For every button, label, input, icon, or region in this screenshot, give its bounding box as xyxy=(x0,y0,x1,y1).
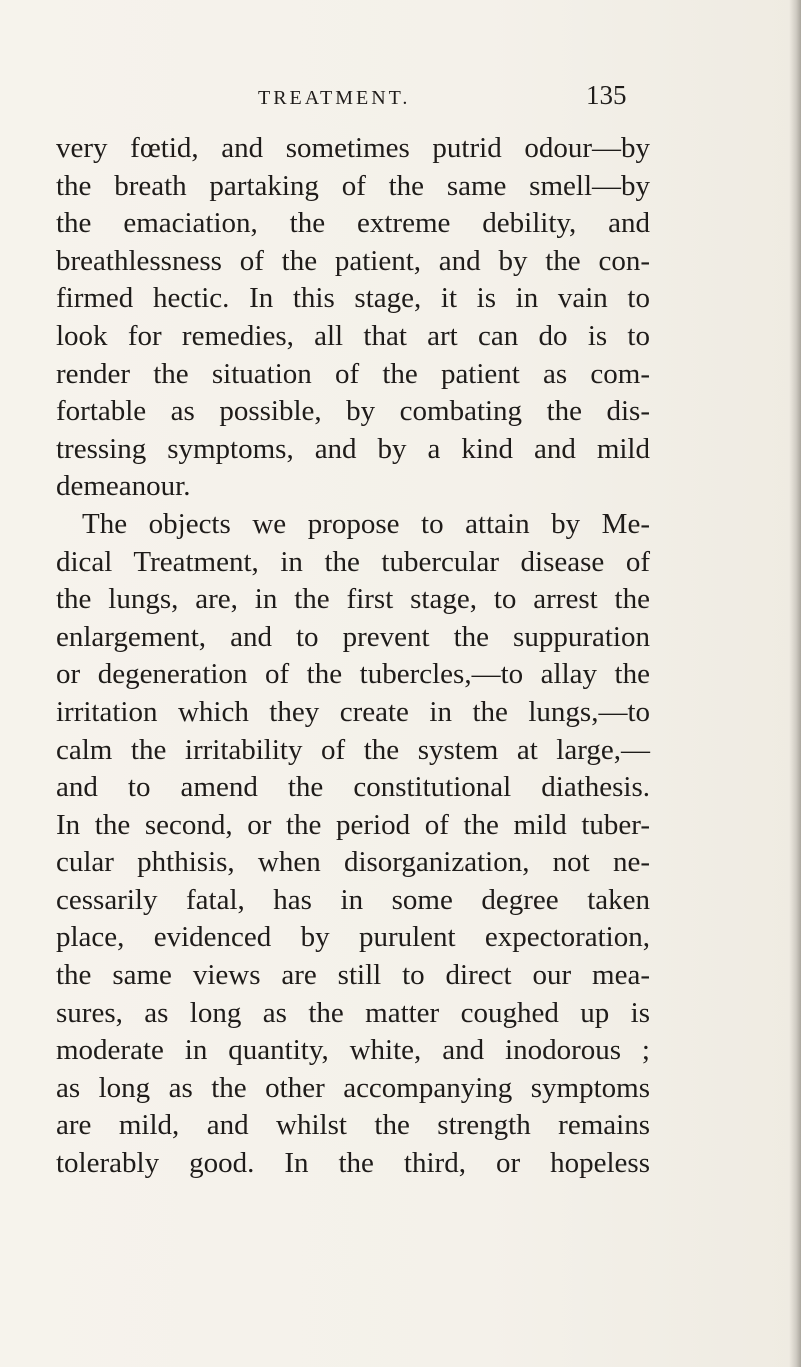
text-line: cular phthisis, when disorganization, not ne- xyxy=(56,846,650,879)
text-line: very fœtid, and sometimes putrid odour—by xyxy=(56,132,650,164)
text-line: the lungs, are, in the first stage, to arrest the xyxy=(56,583,650,616)
text-line: tressing symptoms, and by a kind and mild xyxy=(56,432,650,465)
text-line: are mild, and whilst the strength remains xyxy=(56,1109,650,1142)
text-line: the breath partaking of the same smell—by xyxy=(56,169,650,202)
text-line: place, evidenced by purulent expectoration, xyxy=(56,921,650,954)
text-line: tolerably good. In the third, or hopeless xyxy=(56,1147,650,1180)
body-text xyxy=(56,130,650,1183)
text-line: The objects we propose to attain by Me- xyxy=(82,507,650,540)
running-head xyxy=(0,80,801,116)
text-line: dical Treatment, in the tubercular disease of xyxy=(56,545,650,578)
text-line: as long as the other accompanying symptoms xyxy=(56,1071,650,1104)
text-line: firmed hectic. In this stage, it is in vain to xyxy=(56,282,650,315)
page-number: 135 xyxy=(586,80,627,110)
running-head-title: TREATMENT. xyxy=(258,87,411,109)
text-line: and to amend the constitutional diathesis. xyxy=(56,771,650,804)
text-line: In the second, or the period of the mild tuber- xyxy=(56,808,650,841)
text-line: fortable as possible, by combating the dis- xyxy=(56,395,650,428)
text-line: cessarily fatal, has in some degree taken xyxy=(56,883,650,916)
text-line: moderate in quantity, white, and inodorous ; xyxy=(56,1034,650,1067)
text-line: sures, as long as the matter coughed up is xyxy=(56,996,650,1029)
text-line: the emaciation, the extreme debility, and xyxy=(56,207,650,240)
page-edge-shadow xyxy=(789,0,801,1367)
text-line: irritation which they create in the lungs,—to xyxy=(56,695,650,728)
text-line-paragraph-end: demeanour. xyxy=(56,470,191,503)
text-line: look for remedies, all that art can do is to xyxy=(56,319,650,352)
text-line: breathlessness of the patient, and by the con- xyxy=(56,244,650,277)
text-line: render the situation of the patient as com- xyxy=(56,357,650,390)
text-line: calm the irritability of the system at large,— xyxy=(56,733,650,766)
text-line: the same views are still to direct our mea- xyxy=(56,959,650,992)
text-line: or degeneration of the tubercles,—to allay the xyxy=(56,658,650,691)
text-line: enlargement, and to prevent the suppuration xyxy=(56,620,650,653)
